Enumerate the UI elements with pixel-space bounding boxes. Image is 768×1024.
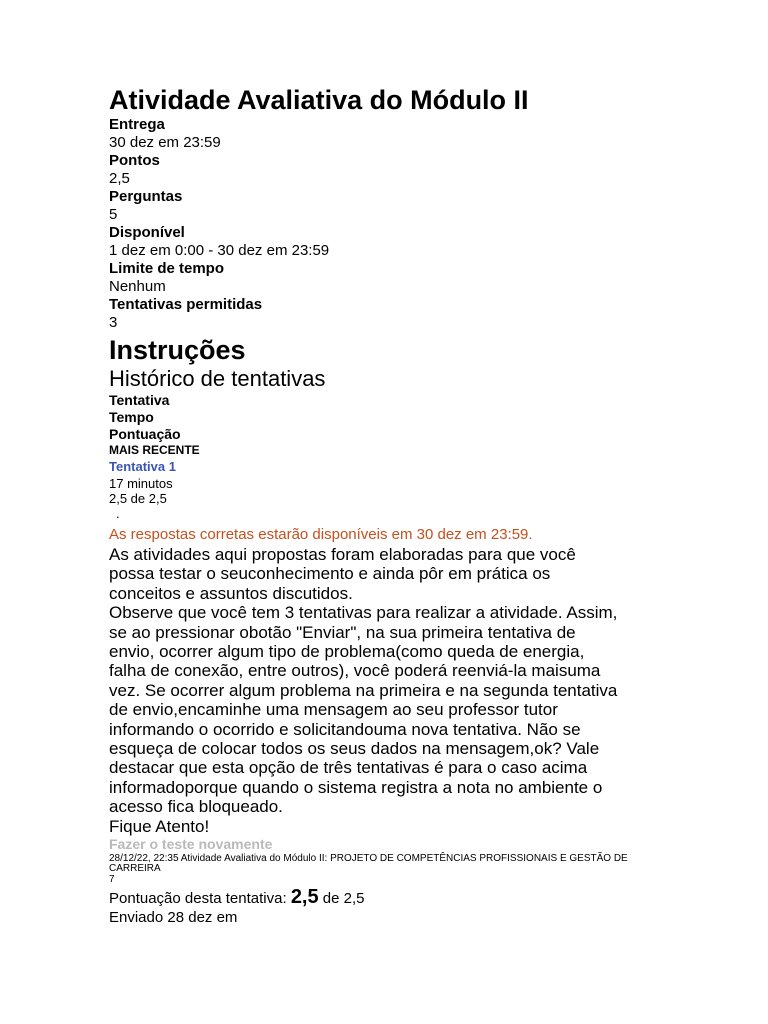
quiz-details — [109, 116, 749, 332]
instructions-line: acesso fica bloqueado. — [109, 797, 283, 817]
instructions-line: envio, ocorrer algum tipo de problema(como queda de energia, — [109, 642, 585, 662]
instructions-heading: Instruções — [109, 335, 246, 365]
instructions-line: possa testar o seuconhecimento e ainda pôr em prática os — [109, 564, 551, 584]
instructions-line: conceitos e assuntos discutidos. — [109, 583, 353, 603]
column-header-attempt: Tentativa — [109, 392, 170, 408]
points-label: Pontos — [109, 152, 160, 169]
instructions-line: vez. Se ocorrer algum problema na primeira e na segunda tentativa — [109, 680, 618, 700]
instructions-text — [109, 545, 749, 836]
column-header-time: Tempo — [109, 409, 154, 425]
most-recent-label: MAIS RECENTE — [109, 443, 200, 457]
attempt-history-heading: Histórico de tentativas — [109, 366, 326, 391]
allowed-attempts-value: 3 — [109, 314, 118, 331]
attempt-score: 2,5 de 2,5 — [109, 491, 167, 506]
instructions-line: Observe que você tem 3 tentativas para realizar a atividade. Assim, — [109, 603, 618, 623]
instructions-line: informando o ocorrido e solicitandouma nova tentativa. Não se — [109, 719, 581, 739]
available-label: Disponível — [109, 224, 185, 241]
score-summary-value: 2,5 — [290, 886, 319, 909]
due-label: Entrega — [109, 116, 165, 133]
document-page — [109, 84, 749, 927]
submitted-date: Enviado 28 dez em — [109, 909, 238, 927]
score-summary-suffix: de 2,5 — [322, 890, 365, 908]
answers-available-notice: As respostas corretas estarão disponíveis em 30 dez em 23:59. — [109, 526, 533, 543]
questions-value: 5 — [109, 206, 118, 223]
attempt-score-summary — [109, 887, 749, 909]
available-value: 1 dez em 0:00 - 30 dez em 23:59 — [109, 242, 330, 259]
print-page-number: 7 — [109, 874, 115, 886]
retake-quiz-button[interactable]: Fazer o teste novamente — [109, 836, 273, 853]
column-header-score: Pontuação — [109, 426, 181, 442]
page-title: Atividade Avaliativa do Módulo II — [109, 85, 529, 115]
instructions-line: destacar que esta opção de três tentativas é para o caso acima — [109, 758, 588, 778]
print-header-line: 28/12/22, 22:35 Atividade Avaliativa do Módulo II: PROJETO DE COMPETÊNCIAS PROFISSIONAIS E GESTÃO DE CARREIRA — [109, 853, 628, 875]
instructions-line: de envio,encaminhe uma mensagem ao seu professor tutor — [109, 700, 558, 720]
attempt-time: 17 minutos — [109, 476, 173, 491]
due-value: 30 dez em 23:59 — [109, 134, 221, 151]
score-summary-label: Pontuação desta tentativa: — [109, 890, 287, 908]
fique-atento-line: Fique Atento! — [109, 816, 210, 836]
attempt-1-link[interactable]: Tentativa 1 — [109, 459, 176, 474]
points-value: 2,5 — [109, 170, 130, 187]
allowed-attempts-label: Tentativas permitidas — [109, 296, 263, 313]
instructions-line: informadoporque quando o sistema registra a nota no ambiente o — [109, 777, 603, 797]
questions-label: Perguntas — [109, 188, 183, 205]
time-limit-value: Nenhum — [109, 278, 166, 295]
time-limit-label: Limite de tempo — [109, 260, 225, 277]
instructions-line: esqueça de colocar todos os seus dados na mensagem,ok? Vale — [109, 739, 600, 759]
attempt-history-table — [109, 392, 749, 522]
separator-dot: . — [116, 506, 120, 521]
instructions-line: se ao pressionar obotão "Enviar", na sua primeira tentativa de — [109, 622, 576, 642]
instructions-line: falha de conexão, entre outros), você poderá reenviá-la maisuma — [109, 661, 601, 681]
instructions-line: As atividades aqui propostas foram elaboradas para que você — [109, 545, 576, 564]
